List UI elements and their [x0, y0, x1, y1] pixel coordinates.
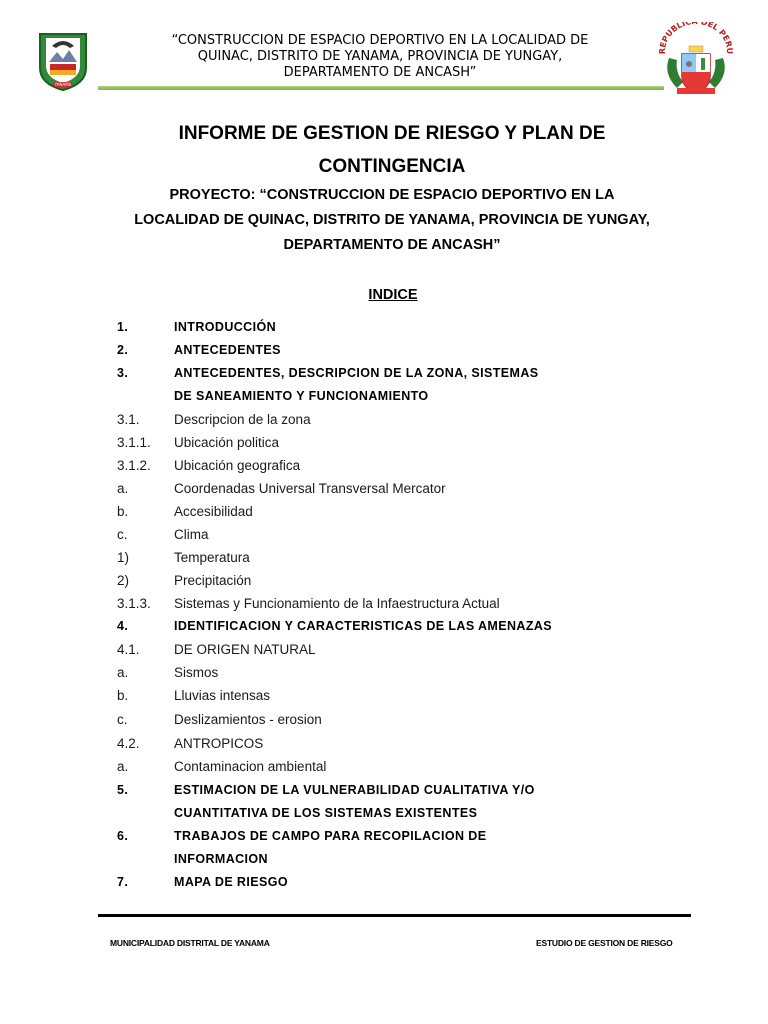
- toc-entry-text: TRABAJOS DE CAMPO PARA RECOPILACION DE: [174, 829, 487, 843]
- toc-entry-number: c.: [117, 712, 128, 727]
- footer-study-title: ESTUDIO DE GESTION DE RIESGO: [536, 938, 673, 948]
- toc-entry-number: 4.2.: [117, 736, 140, 751]
- document-title: [60, 117, 724, 183]
- toc-entry-number: 3.: [117, 366, 129, 380]
- toc-entry-text: IDENTIFICACION Y CARACTERISTICAS DE LAS AMENAZAS: [174, 619, 553, 633]
- toc-entry-number: 3.1.1.: [117, 435, 151, 450]
- document-title-line: CONTINGENCIA: [318, 156, 466, 177]
- toc-entry-number: 1): [117, 550, 130, 565]
- toc-entry-text: Lluvias intensas: [174, 688, 271, 703]
- toc-entry-number: 6.: [117, 829, 129, 843]
- project-title-line: DEPARTAMENTO DE ANCASH”: [283, 237, 501, 253]
- toc-entry-text: MAPA DE RIESGO: [174, 875, 288, 889]
- toc-entry-number: b.: [117, 688, 129, 703]
- header-title-line: QUINAC, DISTRITO DE YANAMA, PROVINCIA DE YUNGAY,: [197, 49, 563, 64]
- toc-entry-text: Precipitación: [174, 573, 252, 588]
- toc-entry-text: INFORMACION: [174, 852, 268, 866]
- header-project-title: [120, 33, 640, 81]
- peru-coat-of-arms-logo: [655, 22, 737, 98]
- toc-entry-number: 3.1.2.: [117, 458, 151, 473]
- municipality-emblem-logo: [32, 28, 94, 92]
- yanama-logo-text: YANAMA: [54, 82, 72, 87]
- toc-entry-text: Temperatura: [174, 550, 250, 565]
- toc-entry-number: b.: [117, 504, 129, 519]
- toc-entry-number: a.: [117, 665, 129, 680]
- header-title-line: “CONSTRUCCION DE ESPACIO DEPORTIVO EN LA LOCALIDAD DE: [171, 33, 589, 48]
- project-title-line: PROYECTO: “CONSTRUCCION DE ESPACIO DEPORTIVO EN LA: [169, 187, 615, 203]
- document-title-line: INFORME DE GESTION DE RIESGO Y PLAN DE: [178, 123, 606, 144]
- toc-entry-number: a.: [117, 481, 129, 496]
- toc-entry-number: 7.: [117, 875, 129, 889]
- toc-entry-text: Deslizamientos - erosion: [174, 712, 322, 727]
- toc-entry-text: INTRODUCCIÓN: [174, 320, 277, 334]
- toc-entry-text: Contaminacion ambiental: [174, 759, 327, 774]
- toc-entry-number: a.: [117, 759, 129, 774]
- toc-entry-number: 3.1.: [117, 412, 140, 427]
- toc-entry-number: 3.1.3.: [117, 596, 151, 611]
- toc-entry-text: Coordenadas Universal Transversal Mercator: [174, 481, 446, 496]
- toc-entry-text: Clima: [174, 527, 209, 542]
- toc-entry-text: Sismos: [174, 665, 219, 680]
- project-title-line: LOCALIDAD DE QUINAC, DISTRITO DE YANAMA, PROVINCIA DE YUNGAY,: [134, 212, 650, 228]
- toc-entry-text: CUANTITATIVA DE LOS SISTEMAS EXISTENTES: [174, 806, 478, 820]
- toc-entry-number: c.: [117, 527, 128, 542]
- toc-entry-text: ANTROPICOS: [174, 736, 264, 751]
- toc-entry-text: ANTECEDENTES, DESCRIPCION DE LA ZONA, SISTEMAS: [174, 366, 539, 380]
- index-heading: INDICE: [368, 287, 418, 303]
- footer-municipality: MUNICIPALIDAD DISTRITAL DE YANAMA: [110, 938, 270, 948]
- toc-entry-text: Descripcion de la zona: [174, 412, 311, 427]
- toc-entry-text: Ubicación politica: [174, 435, 280, 450]
- toc-entry-text: Ubicación geografica: [174, 458, 301, 473]
- toc-entry-text: DE SANEAMIENTO Y FUNCIONAMIENTO: [174, 389, 429, 403]
- toc-entry-number: 1.: [117, 320, 129, 334]
- toc-entry-number: 2): [117, 573, 130, 588]
- toc-entry-text: ESTIMACION DE LA VULNERABILIDAD CUALITATIVA Y/O: [174, 783, 535, 797]
- footer-divider: [98, 914, 691, 917]
- toc-entry-text: DE ORIGEN NATURAL: [174, 642, 316, 657]
- project-title: [60, 183, 724, 258]
- toc-entry-text: Accesibilidad: [174, 504, 253, 519]
- toc-entry-number: 5.: [117, 783, 129, 797]
- toc-entry-number: 2.: [117, 343, 129, 357]
- toc-entry-text: ANTECEDENTES: [174, 343, 281, 357]
- toc-entry-number: 4.1.: [117, 642, 140, 657]
- header-title-line: DEPARTAMENTO DE ANCASH”: [283, 65, 477, 80]
- republica-peru-logo-text: REPUBLIC DEL PERU: [657, 22, 735, 55]
- toc-entry-number: 4.: [117, 619, 129, 633]
- toc-entry-text: Sistemas y Funcionamiento de la Infaestructura Actual: [174, 596, 500, 611]
- header-divider: [98, 86, 664, 90]
